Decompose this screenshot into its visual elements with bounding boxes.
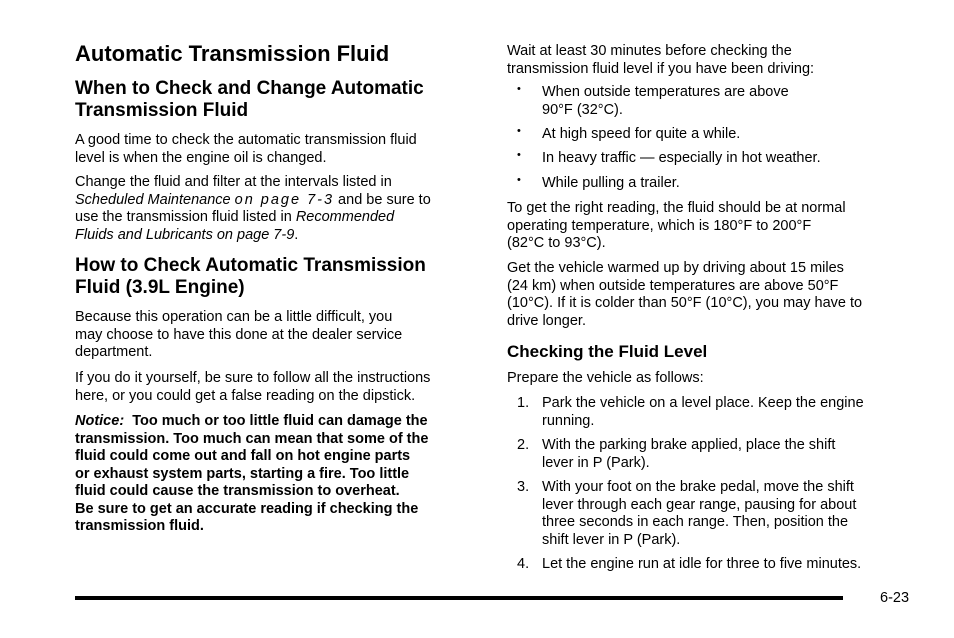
step-number: 2.: [517, 437, 530, 453]
paragraph-wait-30-minutes: Wait at least 30 minutes before checking the transmission fluid level if you have been driving:: [507, 43, 815, 77]
page-title: Automatic Transmission Fluid: [75, 41, 390, 66]
recommended-fluids-reference: Fluids and Lubricants on page 7-9.: [75, 226, 299, 243]
paragraph-difficult: Because this operation can be a little difficult, you may choose to have this done at the dealer service department.: [75, 309, 403, 360]
paragraph-right-reading: To get the right reading, the fluid should be at normal operating temperature, which is 180°F to 200°F (82°C to 93°C).: [507, 200, 846, 251]
subheading-checking-fluid-level: Checking the Fluid Level: [507, 342, 708, 361]
footer-rule: [75, 596, 843, 600]
bullet-icon: •: [517, 174, 521, 186]
bullet-icon: •: [517, 125, 521, 137]
step-number: 4.: [517, 556, 530, 572]
section-heading-when-to-check: When to Check and Change Automatic Transmission Fluid: [75, 78, 424, 121]
paragraph-warm-up: Get the vehicle warmed up by driving about 15 miles (24 km) when outside temperatures are above 50°F (10°C). If it is colder than 50°F (10°C), you may have to drive longer.: [507, 260, 863, 329]
notice-label: Notice:: [75, 413, 125, 429]
scheduled-maintenance-reference: Scheduled Maintenance on page 7-3 and be sure to: [75, 191, 431, 208]
paragraph-change-fluid: Change the fluid and filter at the intervals listed in Scheduled Maintenance on page 7-3 and be sure to use the transmission fluid listed in Recommended Fluids and Lubricants on page 7-9.: [75, 174, 431, 243]
step-number: 3.: [517, 479, 530, 495]
section-heading-how-to-check: How to Check Automatic Transmission Fluid (3.9L Engine): [75, 255, 426, 298]
bullet-icon: •: [517, 149, 521, 161]
bullet-icon: •: [517, 83, 521, 95]
step-number: 1.: [517, 395, 530, 411]
paragraph-do-it-yourself: If you do it yourself, be sure to follow all the instructions here, or you could get a false reading on the dipstick.: [75, 370, 431, 404]
paragraph-prepare: Prepare the vehicle as follows:: [507, 370, 704, 386]
page-number: 6-23: [880, 590, 910, 606]
notice-block: Notice: Too much or too little fluid can damage the transmission. Too much can mean that some of the fluid could come out and fall on hot engine parts or exhaust system parts, starting a fire. Too little fluid could cause the transmission to overheat. Be sure to get an accurate reading if checking the transmission fluid.: [75, 413, 429, 534]
paragraph-good-time: A good time to check the automatic transmission fluid level is when the engine oil is changed.: [75, 132, 417, 166]
